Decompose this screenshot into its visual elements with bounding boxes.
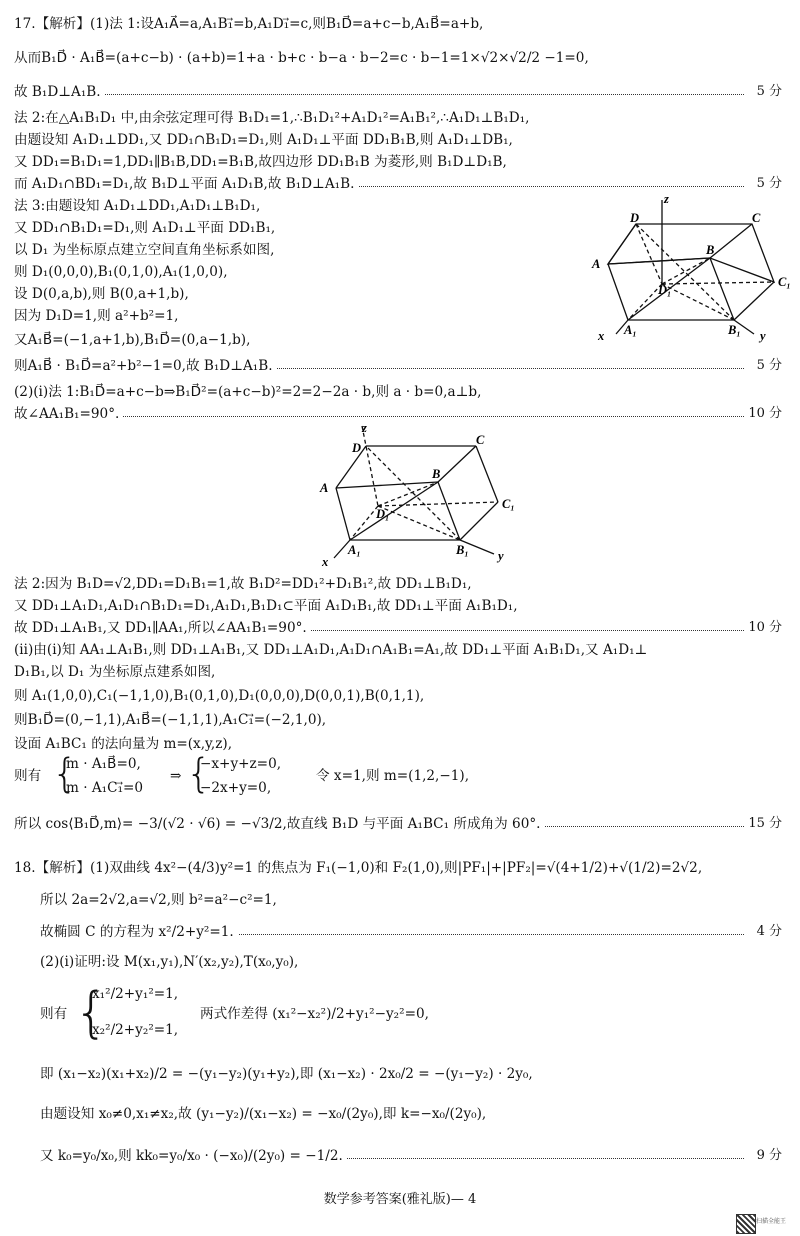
fig1-label-y: y [760,329,766,343]
fig2-label-A: A [320,481,329,495]
fig2-label-B: B [432,467,441,481]
q17-system-result: 令 x=1,则 m=(1,2,−1), [316,768,470,784]
fig1-label-B1: B₁ [728,323,741,337]
q17-system-eq2: m · A₁C₁⃗=0 [66,780,144,796]
q17-line-25: 设面 A₁BC₁ 的法向量为 m=(x,y,z), [14,736,233,752]
score: 5 分 [756,84,782,99]
qr-code-icon [736,1214,756,1234]
q18-system-diff: 两式作差得 (x₁²−x₂²)/2+y₁²−y₂²=0, [200,1006,429,1022]
cube-figure-2 [312,422,522,570]
q17-system-eq1: m · A₁B⃗=0, [66,756,141,772]
q17-line-16: (2)(ⅰ)法 1:B₁D⃗=a+c−b⇒B₁D⃗²=(a+c−b)²=2=2−2a · b,则 a · b=0,a⊥b, [14,384,482,400]
score: 4 分 [756,924,782,939]
q17-line-4: 法 2:在△A₁B₁D₁ 中,由余弦定理可得 B₁D₁=1,∴B₁D₁²+A₁D₁²=A₁B₁²,∴A₁D₁⊥B₁D₁, [14,110,530,126]
score: 15 分 [748,816,782,831]
q17-line-2: 从而B₁D⃗ · A₁B⃗=(a+c−b) · (a+b)=1+a · b+c · b−a · b−2=c · b−1=1×√2×√2/2 −1=0, [14,50,589,66]
score: 5 分 [756,176,782,191]
left-brace: { [186,751,212,797]
q17-line-5: 由题设知 A₁D₁⊥DD₁,又 DD₁∩B₁D₁=D₁,则 A₁D₁⊥平面 DD₁B₁B,则 A₁D₁⊥DB₁, [14,132,513,148]
q17-line-6: 又 DD₁=B₁D₁=1,DD₁∥B₁B,DD₁=B₁B,故四边形 DD₁B₁B 为菱形,则 B₁D⊥D₁B, [14,154,507,170]
q17-system-eq4: −2x+y=0, [200,780,272,796]
fig1-label-z: z [664,192,669,206]
q18-line-3: 故椭圆 C 的方程为 x²/2+y²=1. 4 分 [40,924,782,940]
q18-line-1: 18.【解析】(1)双曲线 4x²−(4/3)y²=1 的焦点为 F₁(−1,0)和 F₂(1,0),则|PF₁|+|PF₂|=√(4+1/2)+√(1/2)=2√2, [14,860,703,876]
fig2-label-C1: C₁ [502,497,515,511]
q17-line-7: 而 A₁D₁∩BD₁=D₁,故 B₁D⊥平面 A₁D₁B,故 B₁D⊥A₁B. 5 分 [14,176,782,192]
q17-line-20: 故 DD₁⊥A₁B₁,又 DD₁∥AA₁,所以∠AA₁B₁=90°. 10 分 [14,620,782,636]
q17-line-8: 法 3:由题设知 A₁D₁⊥DD₁,A₁D₁⊥B₁D₁, [14,198,261,214]
q17-line-27: 所以 cos⟨B₁D⃗,m⟩= −3/(√2 · √6) = −√3/2,故直线 B₁D 与平面 A₁BC₁ 所成角为 60°. 15 分 [14,816,782,832]
q18-line-6: 即 (x₁−x₂)(x₁+x₂)/2 = −(y₁−y₂)(y₁+y₂),即 (x₁−x₂) · 2x₀/2 = −(y₁−y₂) · 2y₀, [40,1066,533,1082]
q17-line-11: 则 D₁(0,0,0),B₁(0,1,0),A₁(1,0,0), [14,264,228,280]
fig1-label-A1: A₁ [624,323,637,337]
left-brace: { [52,751,78,797]
score: 10 分 [748,406,782,421]
fig2-label-B1: B₁ [456,543,469,557]
q17-line-10: 以 D₁ 为坐标原点建立空间直角坐标系如图, [14,242,275,258]
score: 5 分 [756,358,782,373]
q17-line-9: 又 DD₁∩B₁D₁=D₁,则 A₁D₁⊥平面 DD₁B₁, [14,220,276,236]
fig1-label-D1: D₁ [658,283,672,297]
q17-system-eq3: −x+y+z=0, [200,756,282,772]
q17-line-21: (ⅱ)由(ⅰ)知 AA₁⊥A₁B₁,则 DD₁⊥A₁B₁,又 DD₁⊥A₁D₁,A₁D₁∩A₁B₁=A₁,故 DD₁⊥平面 A₁B₁D₁,又 A₁D₁⊥ [14,642,648,658]
fig2-label-C: C [476,433,485,447]
q17-line-3: 故 B₁D⊥A₁B. 5 分 [14,84,782,100]
q17-system-prefix: 则有 [14,768,42,784]
fig1-label-D: D [630,211,640,225]
q17-line-14: 又A₁B⃗=(−1,a+1,b),B₁D⃗=(0,a−1,b), [14,332,251,348]
q17-line-24: 则B₁D⃗=(0,−1,1),A₁B⃗=(−1,1,1),A₁C₁⃗=(−2,1,0), [14,712,327,728]
fig1-label-C: C [752,211,761,225]
q18-system-eq2: x₂²/2+y₂²=1, [92,1022,179,1038]
q17-line-17: 故∠AA₁B₁=90°. 10 分 [14,406,782,422]
q17-line-12: 设 D(0,a,b),则 B(0,a+1,b), [14,286,189,302]
q18-line-8: 又 k₀=y₀/x₀,则 kk₀=y₀/x₀ · (−x₀)/(2y₀) = −1/2. 9 分 [40,1148,782,1164]
score: 10 分 [748,620,782,635]
q18-system-prefix: 则有 [40,1006,68,1022]
implies-arrow: ⇒ [170,768,182,784]
fig1-label-A: A [592,257,601,271]
fig1-label-x: x [598,329,605,343]
q17-line-19: 又 DD₁⊥A₁D₁,A₁D₁∩B₁D₁=D₁,A₁D₁,B₁D₁⊂平面 A₁D₁B₁,故 DD₁⊥平面 A₁B₁D₁, [14,598,518,614]
q17-line-1: 17.【解析】(1)法 1:设A₁A⃗=a,A₁B₁⃗=b,A₁D₁⃗=c,则B₁D⃗=a+c−b,A₁B⃗=a+b, [14,16,484,32]
page-footer: 数学参考答案(雅礼版)— 4 [323,1192,477,1207]
score: 9 分 [756,1148,782,1163]
fig2-label-y: y [498,549,504,563]
q18-line-2: 所以 2a=2√2,a=√2,则 b²=a²−c²=1, [40,892,277,908]
q18-line-7: 由题设知 x₀≠0,x₁≠x₂,故 (y₁−y₂)/(x₁−x₂) = −x₀/(2y₀),即 k=−x₀/(2y₀), [40,1106,487,1122]
q18-line-4: (2)(ⅰ)证明:设 M(x₁,y₁),N′(x₂,y₂),T(x₀,y₀), [40,954,299,970]
fig2-label-z: z [362,421,367,435]
q17-line-15: 则A₁B⃗ · B₁D⃗=a²+b²−1=0,故 B₁D⊥A₁B. 5 分 [14,358,782,374]
q17-line-22: D₁B₁,以 D₁ 为坐标原点建系如图, [14,664,216,680]
fig2-label-D1: D₁ [376,507,390,521]
scanner-brand: 扫描全能王 [756,1218,787,1225]
fig1-label-B: B [706,243,715,257]
q18-system-eq1: x₁²/2+y₁²=1, [92,986,179,1002]
fig1-label-C1: C₁ [778,275,791,289]
fig2-label-A1: A₁ [348,543,361,557]
q17-line-23: 则 A₁(1,0,0),C₁(−1,1,0),B₁(0,1,0),D₁(0,0,0),D(0,0,1),B(0,1,1), [14,688,425,704]
cube-figure-1 [588,192,791,344]
q17-line-13: 因为 D₁D=1,则 a²+b²=1, [14,308,179,324]
q17-line-18: 法 2:因为 B₁D=√2,DD₁=D₁B₁=1,故 B₁D²=DD₁²+D₁B₁²,故 DD₁⊥B₁D₁, [14,576,472,592]
fig2-label-D: D [352,441,362,455]
left-brace: { [74,981,109,1044]
fig2-label-x: x [322,555,329,569]
